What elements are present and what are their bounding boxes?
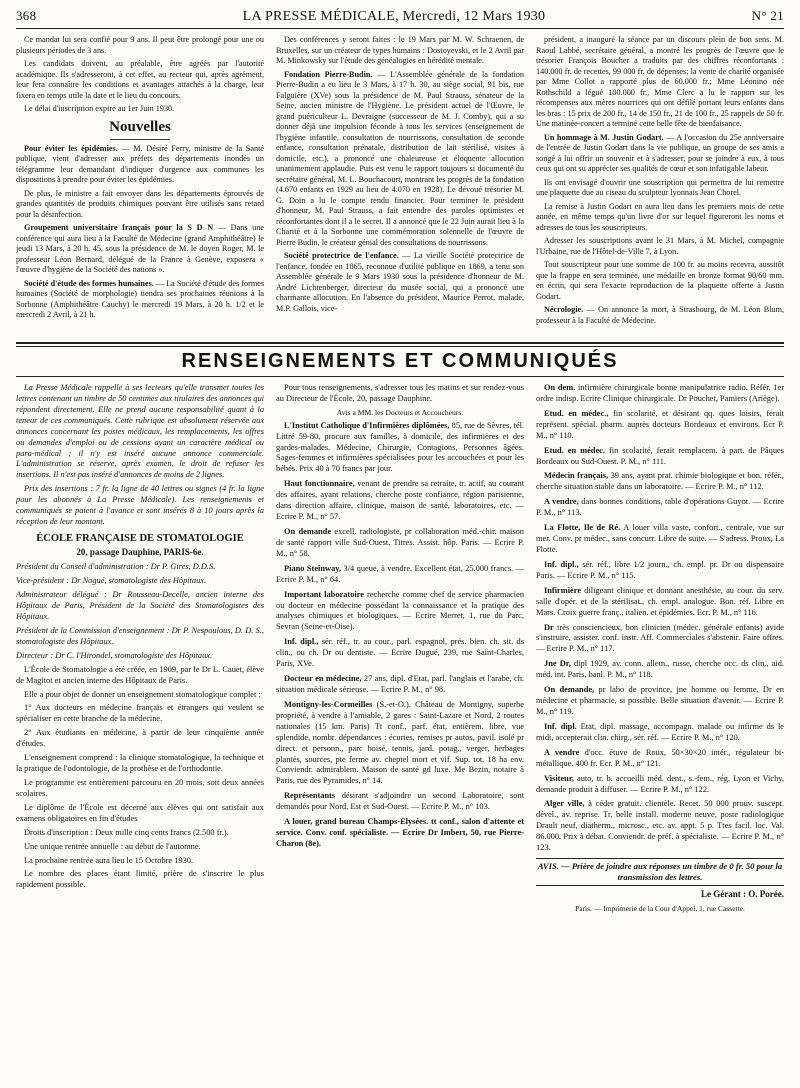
ecole-officer: Président du Conseil d'administration : Dr P. Gires, D.D.S.	[16, 562, 216, 572]
classified-ad-heading: Médecin français,	[544, 471, 609, 481]
ecole-paragraph: Une unique rentrée annuelle : au début de l'automne.	[24, 841, 201, 851]
classified-ad-heading: Etud. en médec.	[544, 445, 605, 455]
classified-ad-heading: Haut fonctionnaire,	[284, 479, 355, 489]
classified-ad-heading: A vendre,	[544, 497, 579, 507]
classified-ad-heading: On dem.	[544, 383, 576, 392]
classified-ad-heading: A vendre	[544, 747, 580, 757]
classified-ad-heading: Montigny-les-Cormeilles	[284, 699, 373, 709]
news-item-heading: Un hommage à M. Justin Godart.	[544, 132, 664, 142]
ecole-paragraph: La prochaine rentrée aura lieu le 15 Octobre 1930.	[24, 855, 194, 865]
news-columns	[16, 35, 784, 339]
classified-column-3	[536, 383, 784, 1088]
classified-ad-text: venant de prendre sa retraite, tr. actif, au courant des affaires, ayant relations, cherche poste confiance, région parisienne, dans direction affaire, clinique, maison de santé, laboratoires, etc. — Ecrire P. M., n° 57.	[276, 479, 524, 522]
classified-ad	[536, 799, 784, 854]
news-item-text: — A l'occasion du 25e anniversaire de l'entrée de Justin Godart dans la vie publique, un groupe de ses amis a songé à lui offrir un souvenir et à s'adresser, pour se joindre à eux, à tous ceux qui ont su apprécier ses qualités de cœur et son infatigable labeur.	[536, 132, 784, 173]
news-item-text: — On annonce la mort, à Strasbourg, de M. Léon Blum, professeur à la Faculté de Médecine.	[536, 305, 784, 325]
ecole-officer: Vice-président : Dr Nogué, stomatologiste des Hôpitaux.	[16, 576, 207, 586]
news-column-1	[16, 35, 264, 339]
news-item	[536, 260, 784, 302]
classified-ad-text: très consciencieux, bon clinicien (médec. générale enfants) avide s'instruire, assister. conf. instr. Aff. Commerciales s'abstenir. Faire offres. — Ecrire P. M., n° 117.	[536, 622, 784, 654]
news-item	[536, 35, 784, 130]
classified-column-1	[16, 383, 264, 1088]
ecole-paragraph: L'École de Stomatologie a été créée, en 1909, par le Dr L. Cauet, élève de Magitot et ancien interne des Hôpitaux de Paris.	[16, 664, 264, 685]
classified-ad	[536, 748, 784, 770]
classified-ad	[536, 623, 784, 656]
section-title-nouvelles: Nouvelles	[16, 118, 264, 140]
classified-ad	[276, 564, 524, 586]
ecole-paragraph: 1° Aux docteurs en médecine français et étrangers qui veulent se spécialiser en cette branche de la médecine.	[16, 703, 264, 724]
news-item-text: — La Société d'étude des formes humaines (Société de morphologie) tiendra ses prochaines réunions à la Sorbonne (Amphithéâtre Cauchy) le mercredi 19 Mars, à 20 h. 1/2 et le mercredi 2 Avril, à 21 h.	[16, 278, 264, 320]
title-divider	[16, 376, 784, 377]
news-item-heading: Pour éviter les épidémies.	[24, 143, 118, 153]
news-item	[536, 236, 784, 257]
classified-ad-text: 27 ans, dipl. d'Etat, parl. l'anglais et l'arabe, ch. situation médicale sérieuse. — Ecrire P. M., n° 98.	[276, 674, 524, 694]
classified-ad-text: pr labo de province, jne homme ou femme, Dr en médecine et pharmacie, si possible. Belle situation d'avenir. — Ecrire P. M., n° 119.	[536, 685, 784, 716]
classified-ad-heading: Important laboratoire	[284, 589, 365, 599]
classified-ad	[536, 409, 784, 442]
section-divider	[16, 342, 784, 344]
classified-ad	[276, 674, 524, 696]
imprimerie-line: Paris. — Imprimerie de la Cour d'Appel, 1, rue Cassette.	[575, 904, 745, 914]
classified-ad-heading: Visiteur,	[544, 773, 574, 783]
news-item	[536, 178, 784, 199]
classified-ad-heading: Infirmière	[544, 585, 582, 595]
classified-ad-text: sér. réf., tr. au cour., parl. espagnol, prés. bien. ch. sit. ds clin., ou ch. Dr ou dentiste. — Ecrire Dugué, 239, rue Saint-Charles, Paris, XVe.	[276, 637, 524, 669]
ecole-paragraph: L'enseignement comprend : la clinique stomatologique, la technique et la pratique de l'odontologie, de la prothèse et de l'orthodontie.	[16, 753, 264, 774]
news-item-text: — Dans une conférence qui aura lieu à la Faculté de Médecine (grand Amphithéâtre) le jeudi 13 Mars, à 20 h. 45, sous la présidence de M. le doyen Roger, M. le professeur Léon Bernard, délégué de la France à Genève, exposera « l'œuvre d'hygiène de la Société des nations ».	[16, 223, 264, 275]
classified-column-2	[276, 383, 524, 1088]
classified-ad-heading: Docteur en médecine,	[284, 674, 362, 684]
classified-ad	[536, 383, 784, 405]
classified-ad	[536, 560, 784, 582]
classified-ad-text: 85, rue de Sèvres, tél. Littré 59-80, procure aux familles, à domicile, des infirmières et des gardes-malades. Médecine, Chirurgie, Contagions, Personnes âgées. Sages-femmes et infirmières spécialisées pour les accouchées et pour les bébés. Prix 40 à 70 francs par jour.	[276, 420, 524, 474]
classified-ad-text: Etat, dipl. massage, accompagn. malade ou infirme ds le midi, accepterait clin. chirg., sér. réf. — Ecrire P. M., n° 120.	[536, 721, 784, 742]
classified-ad	[536, 586, 784, 619]
news-item-text: président, a inauguré la séance par un discours plein de bon sens. M. Raoul Labbé, secrétaire général, a montré les progrès de l'œuvre que le trésorier François Boucher a traduits par des chiffres réconfortants : 140.000 fr. de recettes, 99 000 fr. de dépenses; la vente de charité organisée par Mme Collot a rapporté plus de 60.000 fr.; Mme Léonino née Rothschild a légué 100.000 fr., Mme Clerc a lu le rapport sur les récompenses aux mères nourrices qui ont défilé portant leurs enfants dans les bras : 15 prix de 200 fr., 14 de 150 fr., 21 de 100 fr., 25 rappels de 50 fr. Une matinée-concert a terminé cette belle fête de bienfaisance.	[536, 35, 784, 128]
intro-paragraph: Les candidats doivent, au préalable, être agréés par l'autorité académique. Ils s'adresseront, à cet effet, au recteur qui, après agrément, leur fera connaître les conditions et avantages attachés à la charge, leur fixera en temps utile la date et le lieu du concours.	[16, 59, 264, 100]
news-column-3	[536, 35, 784, 339]
classified-ad	[536, 659, 784, 681]
ecole-address: 20, passage Dauphine, PARIS-6e.	[76, 546, 204, 557]
classified-ad	[536, 523, 784, 556]
news-item-text: — La vieille Société protectrice de l'enfance, fondée en 1865, reconnue d'utilité publique en 1869, a tenu son Assemblée générale le 9 Mars 1930 sous la présidence d'honneur de M. André Lichtenberger, directeur du musée social, qui a prononcé une charmante allocution. En l'absence du président, Maurice Perrot, malade, M.P. Gallois, vice-	[276, 251, 524, 313]
classified-ad	[536, 722, 784, 744]
classified-ad	[276, 527, 524, 560]
classified-ad-text: fin scolarité, et désirant qq. ques loisirs, ferait représent. spécial. pharm. auprès docteurs Bordeaux et environs. Ecr P. M., n° 110.	[536, 408, 784, 440]
renseignements-intro: Pour tous renseignements, s'adresser tous les matins et sur rendez-vous au Directeur de l'École, 20, passage Dauphine.	[276, 383, 524, 403]
classified-ad-heading: Représentants	[284, 791, 336, 801]
journal-title: LA PRESSE MÉDICALE, Mercredi, 12 Mars 1930	[242, 9, 546, 24]
news-item-heading: Société protectrice de l'enfance.	[284, 251, 399, 260]
classified-ad	[276, 590, 524, 634]
classified-ad-text: 3/4 queue, à vendre. Excellent état, 25.000 francs. — Ecrire P. M., n° 64.	[276, 563, 524, 584]
classified-ad	[276, 700, 524, 787]
classified-ad-heading: Piano Steinway,	[284, 563, 342, 573]
intro-paragraph: Ce mandat lui sera confié pour 9 ans. Il peut être prolongé pour une ou plusieurs périodes de 3 ans.	[16, 35, 264, 55]
news-item	[536, 305, 784, 326]
ecole-officer: Directeur : Dr C. l'Hirondel, stomatologiste des Hôpitaux.	[16, 650, 213, 660]
classified-ad	[276, 637, 524, 670]
page-header	[16, 8, 784, 29]
classified-ad-text: dipl 1929, av. conn. allem., russe, cherche occ. ds clin., aid. méd. int. Paris, banl. P. M., n° 118.	[536, 659, 784, 680]
prices-text: Prix des insertions : 7 fr. la ligne de 40 lettres ou signes (4 fr. la ligne pour les abonnés à La Presse Médicale). Les renseignements et communiqués se paient à l'avance et sont insérés 8 à 10 jours après la réception de leur montant.	[16, 484, 264, 527]
classified-ad	[276, 421, 524, 476]
news-item	[16, 189, 264, 221]
news-item	[536, 202, 784, 234]
classified-ad	[536, 446, 784, 468]
ecole-paragraph: 2° Aux étudiants en médecine, à partir de leur cinquième année d'études.	[16, 728, 264, 749]
news-column-2	[276, 35, 524, 339]
notice-text: La Presse Médicale rappelle à ses lecteurs qu'elle transmet toutes les lettres contenant un timbre de 50 centimes aux titulaires des annonces qui répondent directement. Elle ne prend aucune responsabilité quant à la teneur de ces communiqués. Cette rubrique est absolument réservée aux annonces concernant les postes médicaux, les remplacements, les offres ou demandes d'emploi ou de cessions ayant un caractère médical ou para-médical ; il n'y est inséré aucune annonce commerciale. L'administration se réserve, après examen, le droit de refuser les insertions. Il n'est pas inséré d'annonces de moins de 2 lignes.	[16, 383, 264, 480]
news-item	[276, 35, 524, 67]
classified-ad-text: (S.-et-O.). Château de Montigny, superbe propriété, à vendre à l'amiable, 2 gares : Saint-Lazare et Nord, 2 routes nationales (15 km. Paris) Tt conf., parf. état, entièrem. libre, vue splendide, nombr. dépendances : écuries, remises pr autos, pavil. isolé pr direct. et personn., parc boisé, tennis, jard. potag., verger, herbages plantés, sources, pte ferme av. cheptel mort et vif. Sup. tot. 18 ha env. Conviendr. admirablem. Maison de santé gd luxe. Me Bezin, notaire à Paris, rue des Pyramides, n° 14.	[276, 699, 524, 786]
classified-ad	[536, 497, 784, 519]
news-item-text: Des conférences y seront faites : le 19 Mars par M. W. Schraenen, de Bruxelles, sur un créateur de types humains : Dostoyevski, et le 2 Avril par M. Minkowsky sur l'étude des généalogies en hérédité mentale.	[276, 35, 524, 65]
ecole-officer: Administrateur délégué : Dr Rousseau-Decelle, ancien interne des Hôpitaux de Paris, Président de la Société des Stomatologistes des Hôpitaux.	[16, 590, 264, 621]
classified-ad-heading: Jne Dr,	[544, 659, 571, 669]
issue-number: N° 21	[751, 8, 784, 23]
news-item	[16, 223, 264, 276]
renseignements-title: RENSEIGNEMENTS ET COMMUNIQUÉS	[181, 350, 619, 372]
classified-ad-heading: Alger ville,	[544, 799, 585, 809]
classified-ad-text: A louer villa vaste, confort., centrale, vue sur mer. Conv. pr médec., sans concurr. Libre de suite. — S'adress. Proux, La Flotte.	[536, 523, 784, 554]
classified-ad-text: désirant s'adjoindre un second Laboratoire, sont demandés pour Nord, Est et Sud-Ouest. — Ecrire P. M., n° 103.	[276, 791, 524, 812]
classified-ad	[276, 817, 524, 850]
gerant-signature: Le Gérant : O. Porée.	[701, 889, 784, 900]
ecole-paragraph: Elle a pour objet de donner un enseignement stomatologique complet :	[24, 689, 261, 699]
news-item-text: Ils ont envisagé d'ouvrir une souscription qui permettra de lui remettre une plaquette due au ciseau du sculpteur lyonnais Jean Chorel.	[536, 177, 784, 197]
classified-ad-text: fin scolarité, ferait remplacem. à part. de Pâques Bordeaux ou Sud-Ouest. P. M., n° 111.	[536, 445, 784, 466]
classified-ad-heading: L'Institut Catholique d'Infirmières diplômées,	[284, 420, 450, 430]
classified-ad	[536, 774, 784, 796]
classified-ad-text: 39 ans, ayant prat. chimie biologique et bon. référ., cherche situation stable dans un laboratoire. — Ecrire P. M., n° 112.	[536, 471, 784, 492]
avis-docteurs: Avis a MM. les Docteurs et Accoucheurs.	[336, 407, 464, 417]
classified-ad-text: à céder gratuit. clientèle. Recet. 50 000 prouv. suscept. dével., av. reprise. Tr. belle install. moderne neuve, poste radiologique Drault neuf, diatherm., microsc., etc. av. appt. 5 p. Ttes facil. loc. Val. 86.000. Prix à débat. Conviendr. de préf. à spécialiste. — Ecrire P. M., n° 123.	[536, 799, 784, 853]
ecole-paragraph: Droits d'inscription : Deux mille cinq cents francs (2.500 fr.).	[24, 827, 229, 837]
classified-ad-heading: Inf. dipl.	[544, 721, 577, 731]
news-item-text: Tout souscripteur pour une somme de 100 fr. au moins recevra, aussitôt que la frappe en sera terminée, une médaille en bronze format 90/60 mm. en écrin, qui sera l'exacte reproduction de la plaquette offerte à Justin Godart.	[536, 260, 784, 301]
news-item-text: Adresser les souscriptions avant le 31 Mars, à M. Michel, compagnie l'Urbaine, rue de l'Hôtel-de-Ville 7, à Lyon.	[536, 236, 784, 256]
news-item-text: — M. Désiré Ferry, ministre de la Santé publique, vient d'adresser aux préfets des départements inondés un télégramme leur demandant d'indiquer d'urgence aux communes les dispositions à prendre pour éviter les épidémies.	[16, 143, 264, 185]
classified-ad-heading: Inf. dipl.,	[544, 559, 579, 569]
ecole-paragraph: Le diplôme de l'École est décerné aux élèves qui ont satisfait aux examens obligatoires en fin d'études	[16, 802, 264, 823]
intro-paragraph: Le délai d'inscription expire au 1er Juin 1930.	[24, 104, 175, 113]
classified-ad	[276, 479, 524, 523]
classified-ad-text: recherche comme chef de service pharmacien ou docteur en médecine possédant la connaissance et la pratique des analyses chimiques et biologiques. — Ecrire Merret, 1, rue du Parc, Sevran (Seine-et-Oise).	[276, 589, 524, 632]
classified-ad	[276, 791, 524, 813]
ecole-paragraph: Le nombre des places étant limité, prière de s'inscrire le plus rapidement possible.	[16, 869, 264, 890]
news-item	[16, 279, 264, 321]
classified-ad-text: d'occ. étuve de Roux, 50×30×20 intér., régulateur bi-métallique. 400 fr. Ecr. P. M., n° 121.	[536, 747, 784, 768]
classified-ad	[536, 685, 784, 718]
classified-ad-heading: On demande	[284, 527, 332, 536]
ecole-title: ÉCOLE FRANÇAISE DE STOMATOLOGIE	[36, 532, 244, 544]
classified-ad-heading: On demande,	[544, 685, 595, 695]
classified-ad-heading: Etud. en médec.,	[544, 408, 609, 418]
news-item-heading: Société d'étude des formes humaines.	[24, 278, 154, 288]
ecole-officer: Président de la Commission d'enseignement : Dr P. Nespoulous, D. D. S., stomatologiste des Hôpitaux.	[16, 625, 264, 646]
news-item	[536, 133, 784, 175]
classified-columns	[16, 383, 784, 1088]
news-item-text: La remise à Justin Godart en aura lieu dans les premiers mois de cette année, en même temps qu'un livre d'or sur lequel figureront les noms et adresses de tous les souscripteurs.	[536, 201, 784, 232]
news-item-heading: Nécrologie.	[544, 305, 584, 314]
classified-ad-text: dans bonnes conditions, table d'opérations Guyot. — Ecrire P. M., n° 113.	[536, 497, 784, 518]
classified-ad-heading: A louer, grand bureau Champs-Elysées. tt conf., salon d'attente et service. Conv. conf. spécialiste. — Ecrire Dr Imbert, 50, rue Pierre-Charon (8e).	[276, 817, 524, 848]
page-number: 368	[16, 8, 37, 23]
news-item	[276, 70, 524, 249]
classified-ad-text: auto, tr. b. accueilli méd. dent., s.-fem., rég. Lyon et Vichy, demande produit à diffuser. — Ecrire P. M., n° 122.	[536, 773, 784, 794]
section-divider-thin	[16, 346, 784, 347]
ecole-paragraph: Le programme est entièrement parcouru en 20 mois, soit deux années scolaires.	[16, 777, 264, 798]
avis-footer: AVIS. — Prière de joindre aux réponses un timbre de 0 fr. 50 pour la transmission des lettres.	[536, 858, 784, 886]
classified-ad-text: infirmière chirurgicale bonne manipulatrice radio. Référ. 1er ordre indisp. Ecrire Clinique chirurgicale. Dr Pouchet, Pamiers (Ariège).	[536, 383, 784, 403]
news-item	[276, 251, 524, 314]
news-item-heading: Groupement universitaire français pour la S D N	[24, 223, 214, 233]
classified-ad	[536, 471, 784, 493]
classified-ad-text: sér. réf., libre 1/2 journ., ch. empl. pr. Dr ou dispensaire Paris. — Ecrire P. M., n° 115.	[536, 559, 784, 580]
classified-ad-heading: Dr	[544, 622, 554, 632]
classified-ad-text: excell. radiologiste, pr collaboration méd.-chir. maison de santé rapport ville Sud-Ouest. Titres. Assist. hôp. Paris. — Ecrire P. M., n° 58.	[276, 527, 524, 558]
news-item-text: De plus, le ministre a fait envoyer dans les départements éprouvés de grandes quantités de produits chimiques pouvant être utilisés sans retard pour la désinfection.	[16, 188, 264, 219]
classified-ad-text: diligeant clinique et donnant anesthésie, au cour. du serv. salle d'opér. et de la stérilisat., ch. empl. analogue. Bon. réf. Libre en Mars. Croix guerre franç., italien. et épidémies. Ecr. P. M., n° 116.	[536, 585, 784, 617]
classified-ad-heading: La Flotte, Ile de Ré.	[544, 523, 621, 533]
news-item-heading: Fondation Pierre-Budin.	[284, 69, 373, 79]
news-item	[16, 144, 264, 186]
classified-ad-heading: Inf. dipl.,	[284, 637, 319, 647]
news-item-text: — L'Assemblée générale de la fondation Pierre-Budin a eu lieu le 3 Mars, à 17 h. 30, au siège social, 91 bis, rue Falguière (XVe) sous la présidence de M. Paul Strauss, sénateur de la Seine, ancien ministre de l'Hygiène. Le président actuel de l'Œuvre, le grand puériculteur L. Devraigne (successeur de M. J. Comby), qui a su donner déjà une impulsion féconde à tous les services (enseignement de l'hygiène infantile, consultation de nourrissons, consultation de seconde enfance, consultation prénatale, distribution de lait stérilisé, visites à domicile, etc.), a prononcé une chaleureuse et éloquente allocution unanimement applaudie. Puis est venu le rapport toujours si documenté du secrétaire général, M. L. Bouchacourt, montrant les progrès de la fondation (4.670 enfants en 1929 au lieu de 4.070 en 1928). Le dévoué trésorier M. G. Doin a lu le compte rendu financier. Pour terminer le président d'honneur, M. Paul Strauss, a fait entendre des paroles optimistes et réconfortantes dont il a le secret. Il a annoncé que le 22 Juin aurait lieu à la Charité et à la Sorbonne une commémoration solennelle de l'œuvre de Pierre Budin, le créateur génial des consultations de nourrissons.	[276, 69, 524, 247]
